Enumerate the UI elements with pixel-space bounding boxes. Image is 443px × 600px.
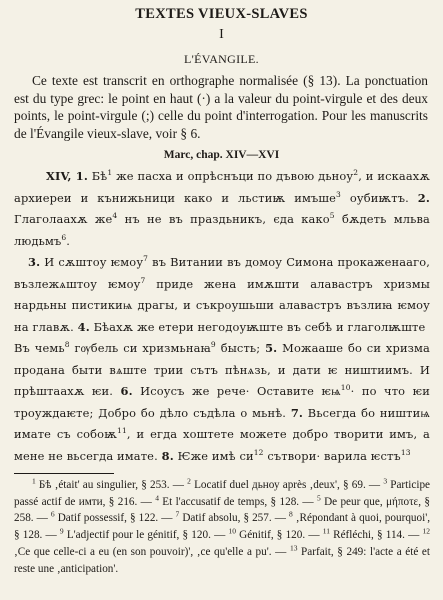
text-run: приде жена имѫшти алавастръ хризмы нардьны пистикиѩ драгы, и съкроушьши алавастръ възлиꙗ ѥмоу на главѫ.: [14, 276, 430, 334]
text-run: И сѫштоу ѥмоу: [40, 255, 144, 269]
text-run: · по что ѥи троуждаѥте; Добро бо дѣло съдѣла о мьнѣ.: [14, 384, 430, 420]
text-run: Participe passé actif de имти, § 216. —: [14, 479, 431, 508]
footnote-marker: 10: [340, 383, 351, 393]
footnote-number: 1: [32, 476, 36, 486]
footnote-number: 7: [175, 509, 180, 519]
verse-number: 3.: [28, 255, 41, 269]
footnote-marker: 2: [353, 168, 359, 178]
footnote-marker: 7: [143, 254, 149, 264]
text-run: Réfléchi, § 114. —: [329, 529, 423, 542]
footnote-number: 13: [289, 543, 298, 553]
text-run: Бѣ ‚était' au singulier, § 253. —: [35, 479, 188, 491]
footnote-number: 10: [228, 526, 236, 536]
slavonic-text: [14, 166, 430, 467]
intro-paragraph: [14, 72, 428, 142]
footnote-marker: 6: [61, 232, 67, 242]
footnote-number: 4: [155, 492, 159, 502]
text-run: Бѣахѫ же етери негодоуѭште въ себѣ и глаголѭште: [89, 319, 426, 334]
text-run: Ѥже имѣ си: [173, 448, 254, 463]
text-run: въ Витании въ домоу Симона прокаженааго, възлежѧштоу ѥмоу: [14, 255, 430, 291]
footnote-number: 11: [322, 526, 330, 536]
text-run: сътвори· варила ѥстъ: [263, 448, 401, 463]
text-run: бысть;: [215, 341, 266, 355]
footnote-divider: [14, 473, 114, 474]
footnote-marker: 8: [64, 340, 70, 350]
text-run: ‚Répondant à quoi, pourquoi', § 128. —: [14, 512, 431, 542]
footnote-marker: 7: [140, 275, 146, 285]
text-run: Datif absolu, § 257. —: [179, 512, 289, 525]
text-run: нъ не въ праздьникъ, єда како: [117, 212, 330, 226]
verse-number: 5.: [265, 341, 278, 355]
footnote-marker: 11: [117, 426, 127, 436]
text-run: Глаголаахѫ же: [14, 212, 113, 226]
footnote-number: 5: [316, 492, 321, 502]
footnotes: [14, 477, 430, 577]
text-run: же пасха и опрѣснъци по дъвою дьноу: [112, 169, 354, 183]
footnote-marker: 9: [210, 340, 216, 350]
text-run: ‚Ce que celle-ci a eu (en son pouvoir)', ‚ce qu'elle a pu'. —: [14, 545, 290, 558]
text-run: L'adjectif pour le génitif, § 120. —: [63, 529, 229, 542]
footnotes-text: [14, 477, 430, 577]
footnote-marker: 13: [400, 447, 411, 457]
verse-number: 4.: [77, 319, 90, 334]
slavonic-paragraph-2: [14, 252, 430, 467]
text-run: Вьсегда бо ништиѩ имате съ собоѭ: [14, 405, 430, 441]
text-run: Въ чемь: [14, 341, 65, 355]
footnote-number: 12: [422, 526, 430, 536]
footnote-number: 3: [383, 476, 388, 486]
footnote-marker: 5: [329, 211, 335, 221]
footnote-number: 8: [288, 509, 293, 519]
text-run: Locatif duel дьноу après ‚deux', § 69. —: [190, 479, 384, 491]
footnote-marker: 12: [253, 447, 264, 457]
text-run: гѹбель си хризмьнаꙗ: [69, 341, 211, 355]
text-run: Génitif, § 120. —: [235, 529, 323, 542]
footnote-number: 2: [187, 476, 191, 486]
slavonic-paragraph-1: [14, 166, 430, 252]
page-title: TEXTES VIEUX-SLAVES: [135, 6, 308, 22]
footnote-marker: 4: [112, 211, 118, 221]
text-run: Бѣ: [87, 169, 108, 183]
text-run: оубиѭтъ.: [340, 190, 418, 205]
text-run: Можааше бо си хризма продана быти вѧште трии сътъ пѣнѧзь, и дати ѥ ништиимъ. И прѣштаахѫ ѥи.: [14, 341, 430, 398]
text-run: , и егда хоштете можете добро творити имъ, а мене не вьсегда имате.: [14, 427, 430, 463]
text-run: Parfait, § 249: l'acte a été et reste une ‚anticipation'.: [14, 545, 430, 575]
text-run: , и искаахѫ архиереи и кънижьници како и льстиѭ имъше: [14, 169, 431, 205]
text-run: бѫдеть мльва людьмъ: [14, 212, 430, 248]
intro-text: Ce texte est transcrit en orthographe normalisée (§ 13). La ponctuation est du type grec: le point en haut (·) a la valeur du point-virgule et des deux points, le point-virgule (;) celle du point d'interrogation. Pour les manuscrits de l'Évangile vieux-slave, voir § 6.: [14, 73, 428, 141]
verse-number: 8.: [161, 448, 174, 463]
footnote-marker: 3: [336, 189, 341, 199]
text-run: De peur que, μήποτε, § 258. —: [14, 495, 430, 525]
verse-number: 7.: [290, 405, 304, 420]
text-run: Et l'accusatif de temps, § 128. —: [158, 495, 317, 508]
text-run: Исоусъ же рече· Оставите ѥѩ: [132, 384, 341, 398]
verse-number: 6.: [120, 384, 133, 398]
footnote-number: 6: [50, 509, 55, 519]
chapter-heading: Marc, chap. XIV—XVI: [163, 149, 280, 161]
footnote-marker: 1: [107, 168, 113, 178]
text-run: Datif possessif, § 122. —: [54, 512, 176, 525]
section-number: I: [219, 27, 224, 42]
section-subtitle: L'ÉVANGILE.: [184, 52, 259, 66]
verse-number: 2.: [417, 190, 430, 205]
text-run: .: [66, 233, 71, 248]
footnote-number: 9: [59, 526, 64, 536]
verse-number: XIV, 1.: [46, 169, 88, 183]
